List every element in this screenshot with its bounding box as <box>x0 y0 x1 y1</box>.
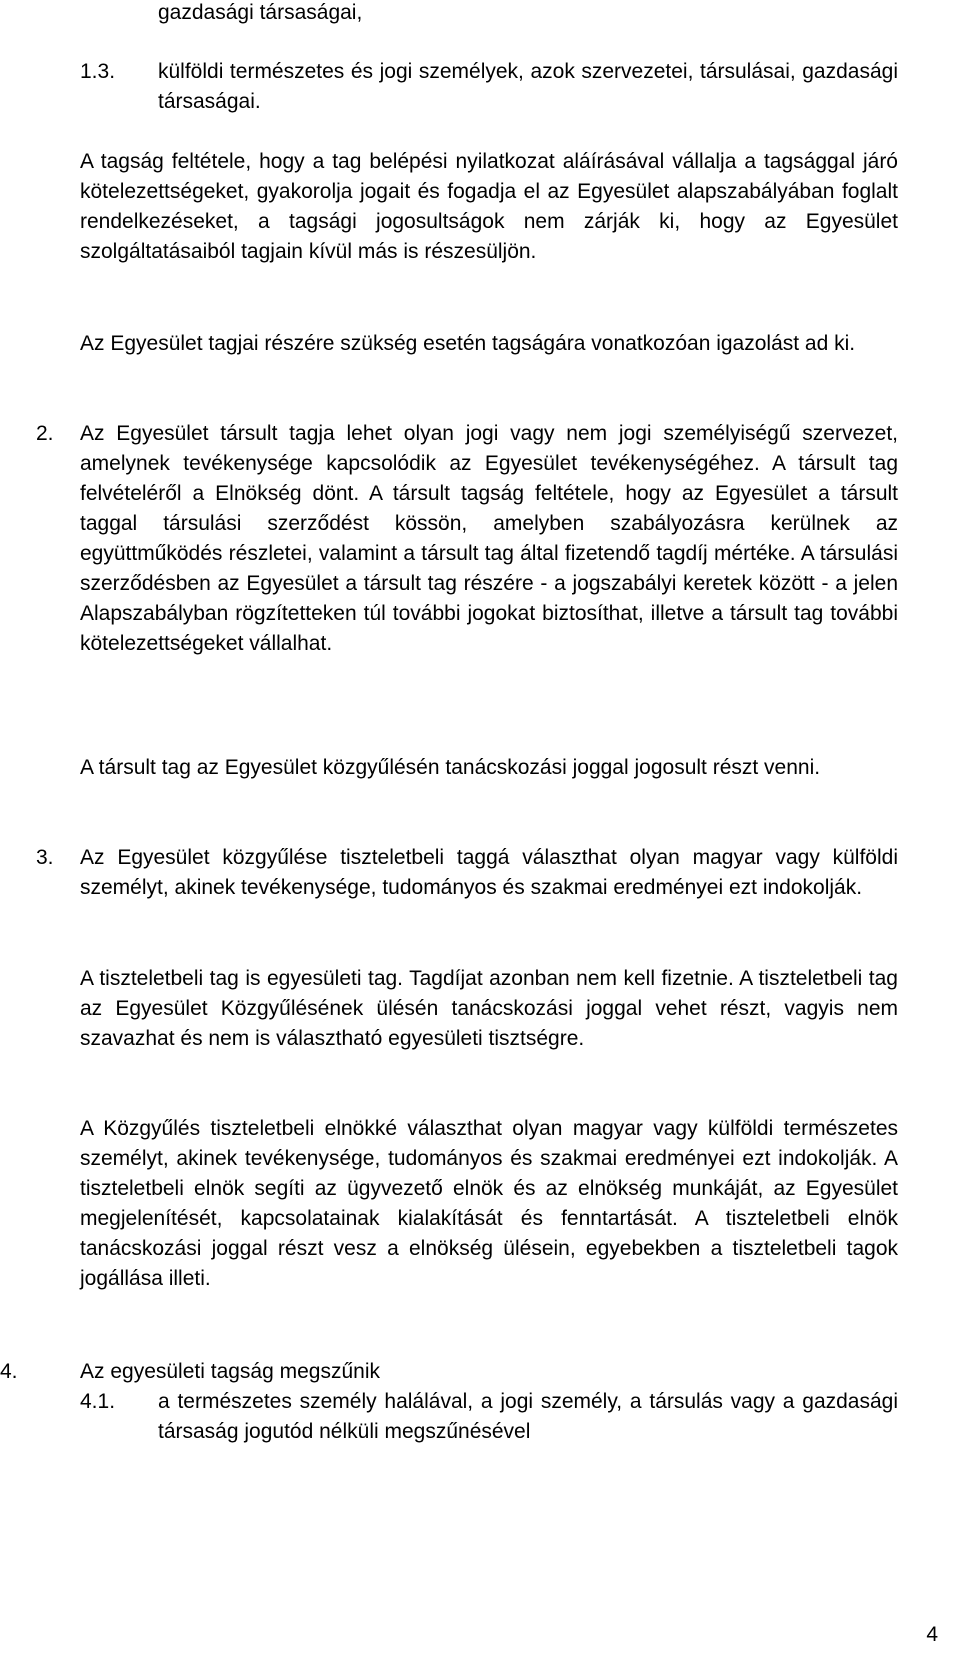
item-text-1-3: külföldi természetes és jogi személyek, azok szervezetei, társulásai, gazdasági társaságai. <box>158 60 898 113</box>
paragraph-membership-condition: A tagság feltétele, hogy a tag belépési nyilatkozat aláírásával vállalja a tagsággal járó kötelezettségeket, gyakorolja jogait és fogadja el az Egyesület alapszabályában foglalt rendelkezéseket, a tagsági jogosultságok nem zárják ki, hogy az Egyesület szolgáltatásaiból tagjain kívül más is részesüljön. <box>80 150 898 263</box>
item-number-1-3: 1.3. <box>80 60 116 83</box>
paragraph-honorary-member: A tiszteletbeli tag is egyesületi tag. Tagdíjat azonban nem kell fizetnie. A tiszteletbeli tag az Egyesület Közgyűlésének ülésén tanácskozási joggal vehet részt, vagyis nem szavazhat és nem is választható egyesületi tisztségre. <box>80 967 898 1050</box>
item-number-4-1: 4.1. <box>80 1390 116 1413</box>
page-number: 4 <box>926 1623 938 1646</box>
item-text-4: Az egyesületi tagság megszűnik <box>80 1360 380 1383</box>
paragraph-honorary-president: A Közgyűlés tiszteletbeli elnökké választhat olyan magyar vagy külföldi természetes személyt, akinek tevékenysége, tudományos és szakmai eredményei ezt indokolják. A tiszteletbeli elnök segíti az ügyvezető elnök és az elnökség munkáját, az Egyesület megjelenítését, kapcsolatainak kialakítását és fenntartását. A tiszteletbeli elnök tanácskozási joggal részt vesz a elnökség ülésein, egyebekben a tiszteletbeli tagok jogállása illeti. <box>80 1117 898 1290</box>
item-number-4: 4. <box>0 1360 18 1383</box>
paragraph-membership-certificate: Az Egyesület tagjai részére szükség esetén tagságára vonatkozóan igazolást ad ki. <box>80 332 856 355</box>
item-number-3: 3. <box>36 846 54 869</box>
item-text-2: Az Egyesület társult tagja lehet olyan jogi vagy nem jogi személyiségű szervezet, amelynek tevékenysége kapcsolódik az Egyesület tevékenységéhez. A társult tag felvételéről a Elnökség dönt. A társult tagság feltétele, hogy az Egyesület a társult taggal társulási szerződést kössön, amelyben szabályozásra kerülnek az együttműködés részletei, valamint a társult tag által fizetendő tagdíj mértéke. A társulási szerződésben az Egyesület a társult tag részére - a jogszabályi keretek között - a jelen Alapszabályban rögzítetteken túl további jogokat biztosíthat, illetve a társult tag további kötelezettségeket vállalhat. <box>80 422 898 655</box>
item-text-4-1: a természetes személy halálával, a jogi személy, a társulás vagy a gazdasági társaság jogutód nélküli megszűnésével <box>158 1390 898 1443</box>
item-number-2: 2. <box>36 422 54 445</box>
paragraph-associate-general-meeting: A társult tag az Egyesület közgyűlésén tanácskozási joggal jogosult részt venni. <box>80 756 821 779</box>
item-text-3: Az Egyesület közgyűlése tiszteletbeli taggá választhat olyan magyar vagy külföldi személyt, akinek tevékenysége, tudományos és szakmai eredményei ezt indokolják. <box>80 846 898 899</box>
continuation-text: gazdasági társaságai, <box>158 1 363 24</box>
